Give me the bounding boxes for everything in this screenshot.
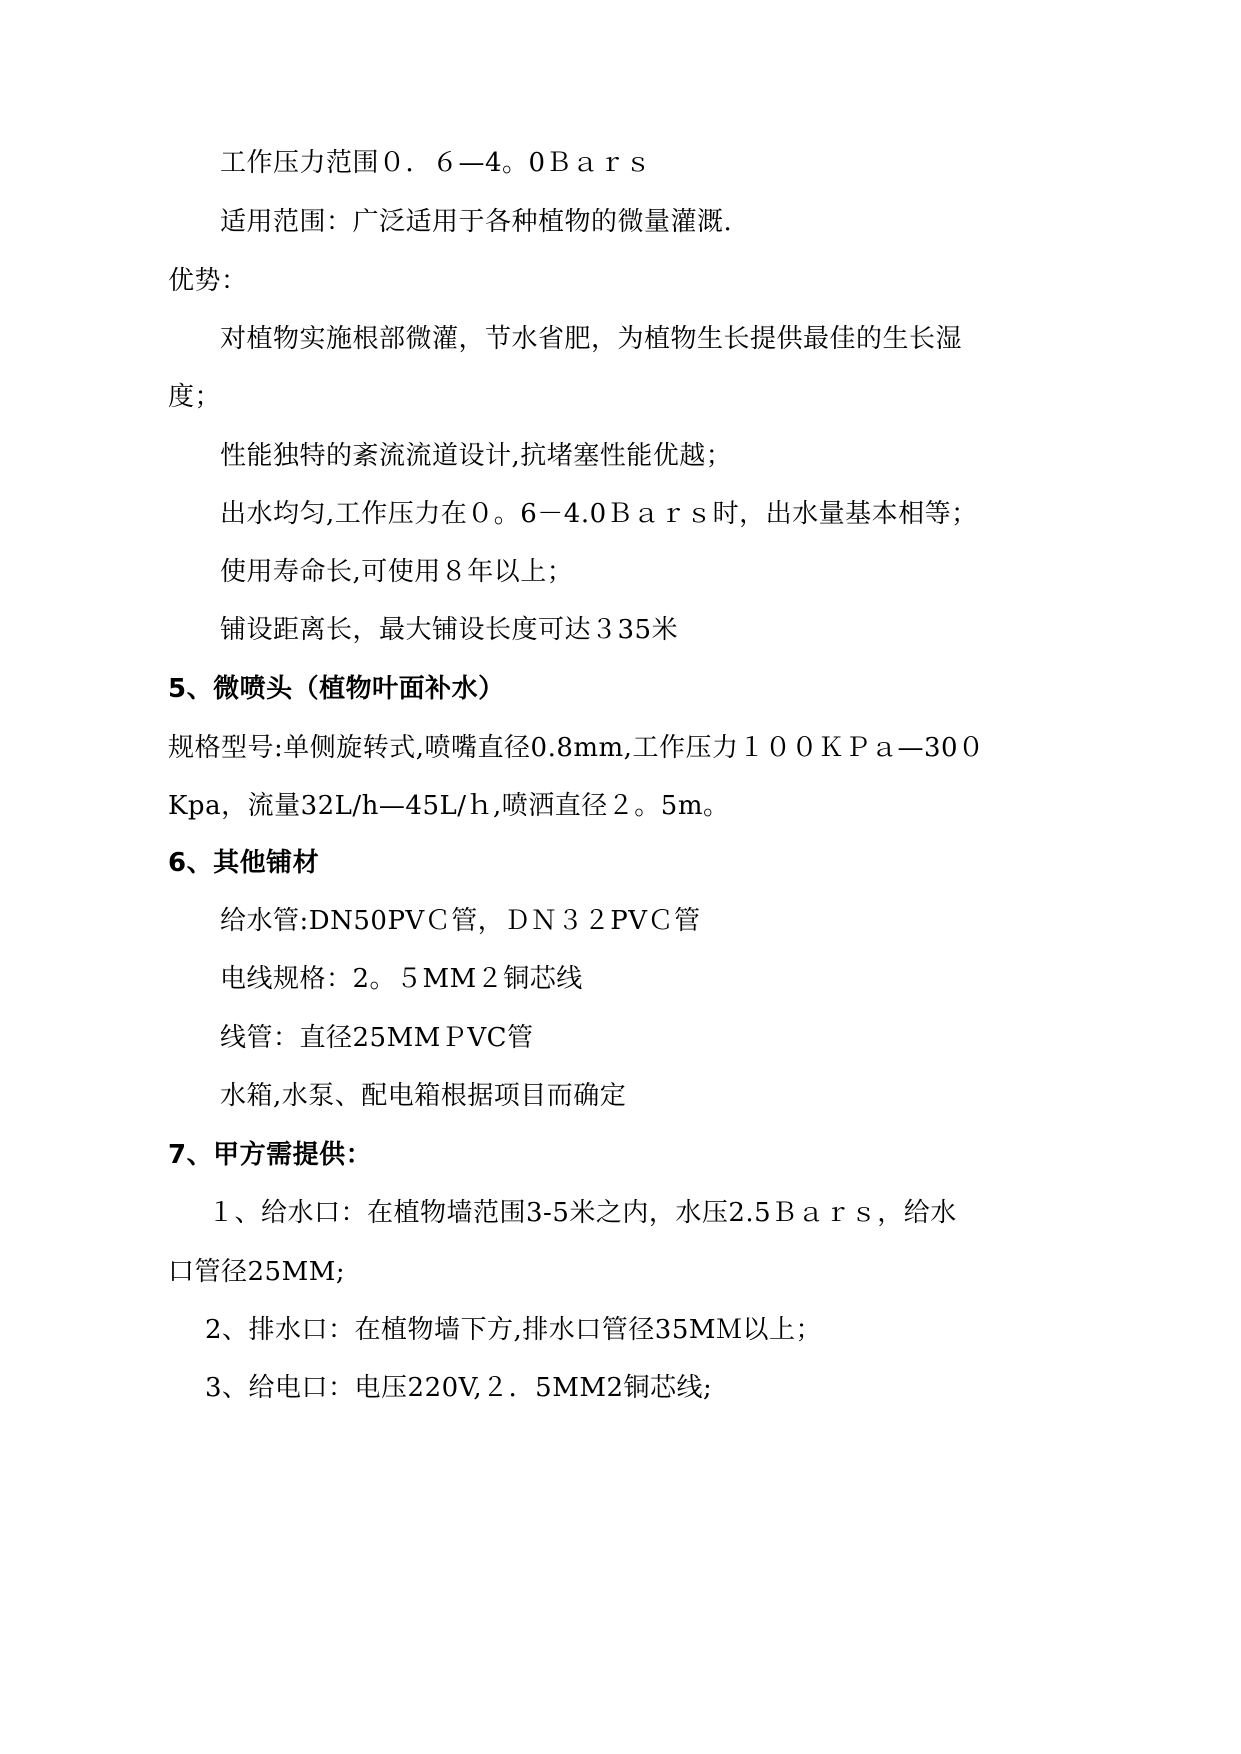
requirement-2-text: 2、排水口：在植物墙下方,排水口管径35MＭ以上； <box>205 1315 823 1345</box>
advantage-1-continued: 度； <box>168 382 222 412</box>
spec-model-text: 规格型号:单侧旋转式,喷嘴直径0.8mm,工作压力１００ＫＰａ—30０ <box>168 733 985 763</box>
requirement-1-text: １、给水口：在植物墙范围3-5米之内，水压2.5Ｂａｒｓ，给水 <box>208 1198 957 1228</box>
requirement-3-text: 3、给电口：电压220V,２．5MM2铜芯线; <box>205 1373 713 1403</box>
wire-spec-text: 电线规格：2。５MM２铜芯线 <box>220 964 583 994</box>
section-5-heading: 5、微喷头（植物叶面补水） <box>168 674 505 704</box>
tank-pump-text: 水箱,水泵、配电箱根据项目而确定 <box>220 1081 627 1111</box>
advantage-4-text: 使用寿命长,可使用８年以上； <box>220 557 574 587</box>
spec-model-continued: Kpa，流量32L/h—45L/ｈ,喷洒直径２。5m。 <box>168 791 730 821</box>
section-6-heading: 6、其他铺材 <box>168 848 320 878</box>
requirement-1-continued: 口管径25MM; <box>168 1257 346 1287</box>
advantage-1-text: 对植物实施根部微灌，节水省肥，为植物生长提供最佳的生长湿 <box>220 324 963 354</box>
water-pipe-text: 给水管:DN50PVＣ管，ＤＮ３２PVＣ管 <box>220 906 701 936</box>
advantages-label: 优势： <box>168 266 248 296</box>
advantage-2-text: 性能独特的紊流流道设计,抗堵塞性能优越； <box>220 441 733 471</box>
conduit-text: 线管：直径25MMＰVC管 <box>220 1023 534 1053</box>
application-scope-text: 适用范围：广泛适用于各种植物的微量灌溉. <box>220 207 733 237</box>
pressure-range-text: 工作压力范围０．６—4。0Ｂａｒｓ <box>220 148 652 178</box>
advantage-3-text: 出水均匀,工作压力在０。6－4.0Ｂａｒｓ时，出水量基本相等； <box>220 499 978 529</box>
advantage-5-text: 铺设距离长，最大铺设长度可达３35米 <box>220 615 679 645</box>
section-7-heading: 7、甲方需提供： <box>168 1140 373 1170</box>
